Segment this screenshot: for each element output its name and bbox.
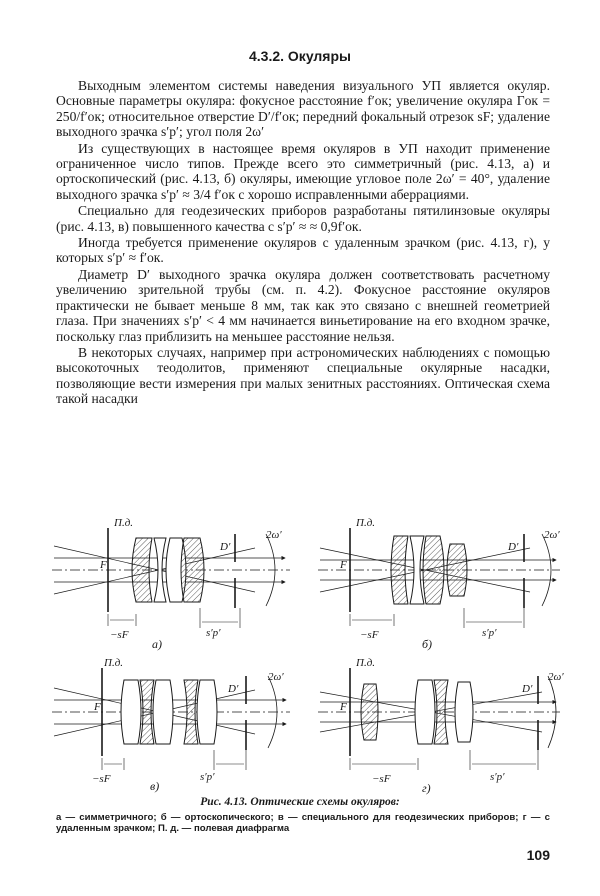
panel-v bbox=[52, 657, 290, 793]
pupil-distance-label-b: s′p′ bbox=[482, 627, 497, 639]
panel-letter-g: г) bbox=[422, 781, 431, 795]
front-focal-label-b: −sF bbox=[360, 629, 379, 641]
paragraph-3: Специально для геодезических приборов разработаны пятилинзовые окуляры (рис. 4.13, в) повышенного качества с s′p′ ≈ ≈ 0,9f′ок. bbox=[56, 203, 550, 234]
paragraph-1: Выходным элементом системы наведения визуального УП является окуляр. Основные параметры окуляра: фокусное расстояние f′ок; увеличение окуляра Γок = 250/f′ок; относительное отверстие D′/f′ок; передний фокальный отрезок sF; удаление выходного зрачка s′p′; угол поля 2ω′ bbox=[56, 78, 550, 140]
panel-letter-b: б) bbox=[422, 637, 433, 651]
panel-letter-a: а) bbox=[152, 637, 162, 651]
focus-label-a: F bbox=[100, 559, 107, 571]
field-angle-label-v: 2ω′ bbox=[268, 671, 284, 683]
field-stop-label-v: П.д. bbox=[104, 657, 124, 669]
pupil-distance-label-g: s′p′ bbox=[490, 771, 505, 783]
field-angle-label-a: 2ω′ bbox=[266, 529, 282, 541]
paragraph-4: Иногда требуется применение окуляров с удаленным зрачком (рис. 4.13, г), у которых s′p′ ≈ f′ок. bbox=[56, 235, 550, 266]
front-focal-label-v: −sF bbox=[92, 773, 111, 785]
pupil-label-b: D′ bbox=[508, 541, 519, 553]
section-heading: 4.3.2. Окуляры bbox=[249, 48, 351, 64]
pupil-label-g: D′ bbox=[522, 683, 533, 695]
panel-b bbox=[318, 517, 560, 651]
field-angle-label-g: 2ω′ bbox=[548, 671, 564, 683]
field-stop-label-g: П.д. bbox=[356, 657, 376, 669]
focus-label-v: F bbox=[94, 701, 101, 713]
pupil-label-a: D′ bbox=[220, 541, 231, 553]
optical-schemes-svg bbox=[40, 516, 564, 795]
field-angle-label-b: 2ω′ bbox=[544, 529, 560, 541]
focus-label-g: F bbox=[340, 701, 347, 713]
pupil-distance-label-v: s′p′ bbox=[200, 771, 215, 783]
panel-g bbox=[318, 657, 564, 795]
front-focal-label-g: −sF bbox=[372, 773, 391, 785]
paragraph-6: В некоторых случаях, например при астрономических наблюдениях с помощью высокоточных теодолитов, применяют специальные окулярные насадки, позволяющие вести измерения при малых зенитных расстояниях. Оптическая схема такой насадки bbox=[56, 344, 550, 407]
panel-a bbox=[52, 517, 290, 651]
body-text bbox=[56, 78, 550, 407]
field-stop-label-a: П.д. bbox=[114, 517, 134, 529]
eyepiece-figure bbox=[40, 516, 564, 795]
pupil-label-v: D′ bbox=[228, 683, 239, 695]
figure-caption: Рис. 4.13. Оптические схемы окуляров: bbox=[200, 796, 400, 808]
panel-letter-v: в) bbox=[150, 779, 160, 793]
front-focal-label-a: −sF bbox=[110, 629, 129, 641]
focus-label-b: F bbox=[340, 559, 347, 571]
paragraph-5: Диаметр D′ выходного зрачка окуляра должен соответствовать расчетному увеличению зрительной трубы (см. п. 4.2). Фокусное расстояние окуляров практически не бывает меньше 8 мм, так как это связано с внешней геометрией глаза. При значениях s′p′ < 4 мм начинается виньетирование на его входном зрачке, поскольку глаз приблизить на меньшее расстояние нельзя. bbox=[56, 266, 550, 344]
paragraph-2: Из существующих в настоящее время окуляров в УП находит применение ограниченное число типов. Прежде всего это симметричный (рис. 4.13, а) и ортоскопический (рис. 4.13, б) окуляры, имеющие угловое поле 2ω′ = 40°, удаление выходного зрачка s′p′ ≈ 3/4 f′ок с хорошо исправленными аберрациями. bbox=[56, 140, 550, 202]
pupil-distance-label-a: s′p′ bbox=[206, 627, 221, 639]
figure-legend: а — симметричного; б — ортоскопического; в — специального для геодезических приборов; г — с удаленным зрачком; П. д. — полевая диафрагма bbox=[56, 812, 550, 834]
page-number: 109 bbox=[526, 847, 550, 863]
field-stop-label-b: П.д. bbox=[356, 517, 376, 529]
